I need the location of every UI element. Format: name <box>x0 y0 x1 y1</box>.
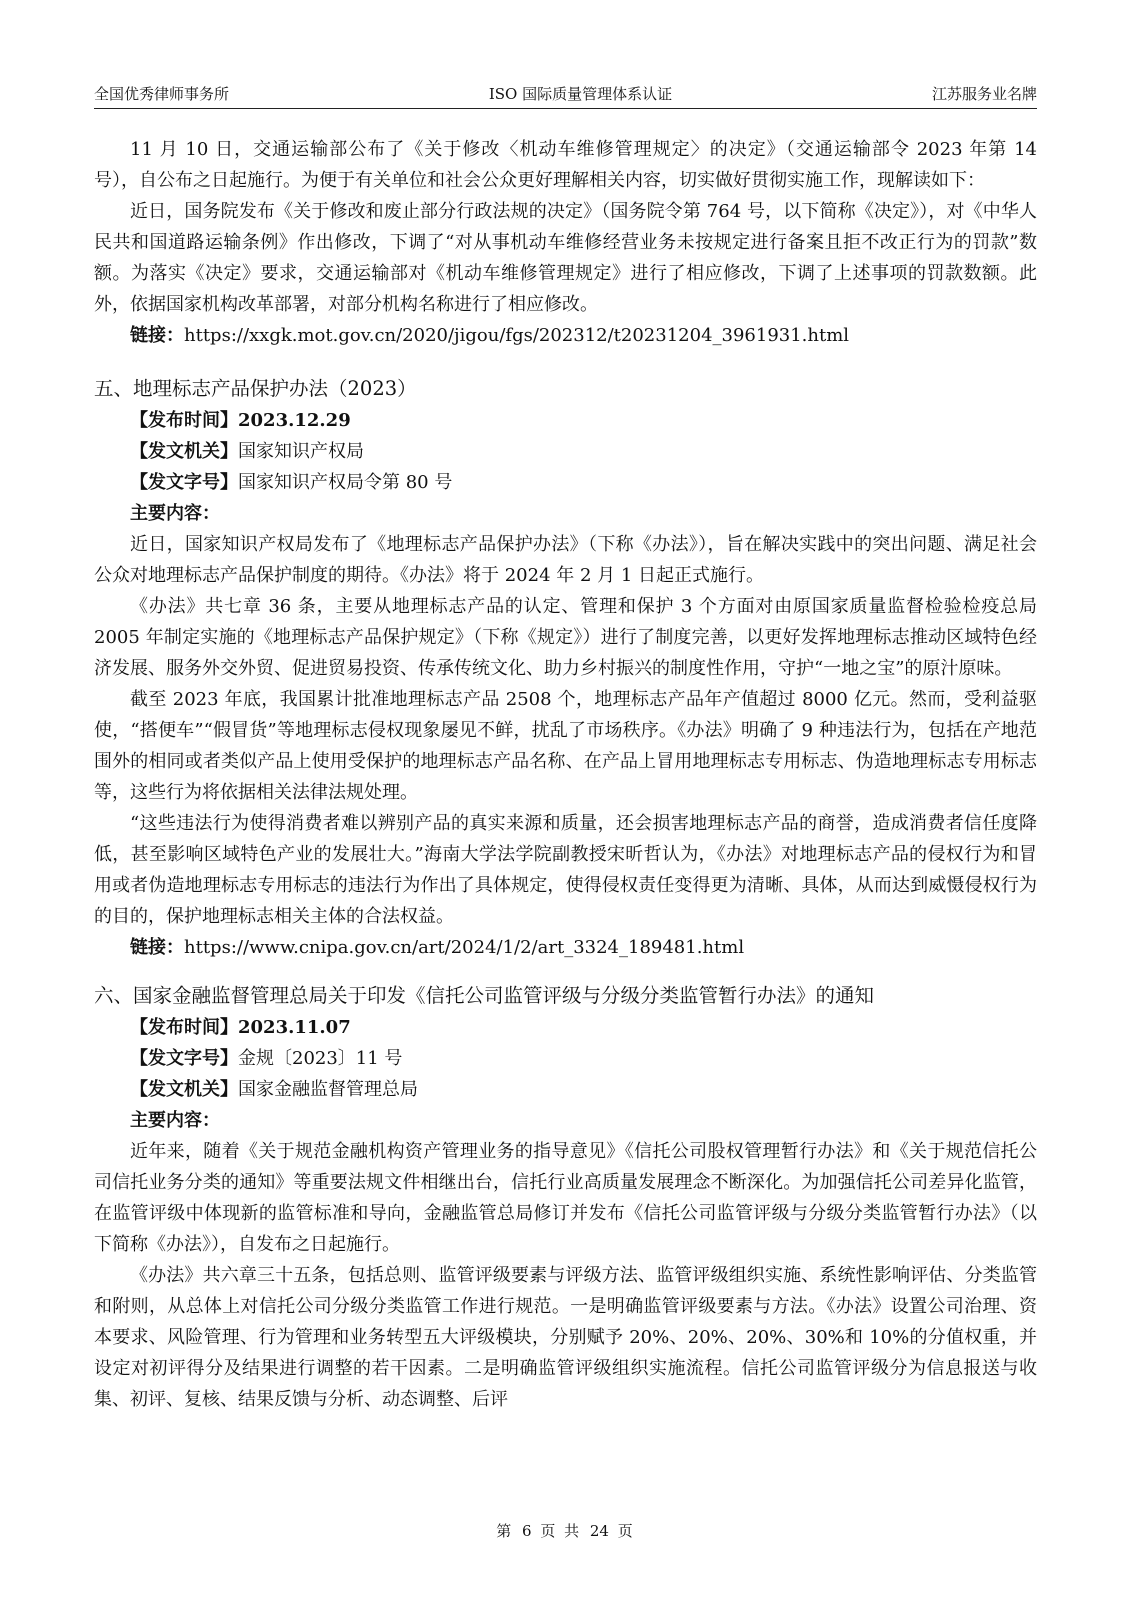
header-center: ISO 国际质量管理体系认证 <box>488 85 673 103</box>
main-content-label: 主要内容： <box>130 503 220 524</box>
footer-page-number: 6 <box>522 1522 532 1540</box>
main-content-label: 主要内容： <box>130 1110 220 1131</box>
section5-link-line <box>94 932 1037 963</box>
meta-key: 【发布时间】 <box>130 1017 238 1038</box>
intro-paragraph-2: 近日，国务院发布《关于修改和废止部分行政法规的决定》（国务院令第 764 号，以下简称《决定》），对《中华人民共和国道路运输条例》作出修改，下调了“对从事机动车维修经营业务未按规定进行备案且拒不改正行为的罚款”数额。为落实《决定》要求，交通运输部对《机动车维修管理规定》进行了相应修改，下调了上述事项的罚款数额。此外，依据国家机构改革部署，对部分机构名称进行了相应修改。 <box>94 201 1037 315</box>
meta-key: 【发文字号】 <box>130 472 238 493</box>
header-right: 江苏服务业名牌 <box>931 85 1037 103</box>
link-url[interactable]: https://xxgk.mot.gov.cn/2020/jigou/fgs/202312/t20231204_3961931.html <box>184 325 850 346</box>
intro-paragraph-1: 11 月 10 日，交通运输部公布了《关于修改〈机动车维修管理规定〉的决定》（交通运输部令 2023 年第 14 号），自公布之日起施行。为便于有关单位和社会公众更好理解相关内容，切实做好贯彻实施工作，现解读如下： <box>94 139 1037 191</box>
section5-paragraph-4: “这些违法行为使得消费者难以辨别产品的真实来源和质量，还会损害地理标志产品的商誉，造成消费者信任度降低，甚至影响区域特色产业的发展壮大。”海南大学法学院副教授宋昕哲认为，《办法》对地理标志产品的侵权行为和冒用或者伪造地理标志专用标志的违法行为作出了具体规定，使得侵权责任变得更为清晰、具体，从而达到威慑侵权行为的目的，保护地理标志相关主体的合法权益。 <box>94 813 1037 927</box>
section-title: 五、地理标志产品保护办法（2023） <box>94 377 417 400</box>
meta-key: 【发文机关】 <box>130 441 238 462</box>
footer-total-pages: 24 <box>589 1522 609 1540</box>
meta-value: 国家金融监督管理总局 <box>238 1079 418 1100</box>
meta-org <box>94 436 1037 467</box>
meta-value: 国家知识产权局令第 80 号 <box>238 472 453 493</box>
meta-key: 【发文机关】 <box>130 1079 238 1100</box>
meta-value: 金规〔2023〕11 号 <box>238 1048 403 1069</box>
page-content <box>94 134 1037 1415</box>
page-header <box>94 80 1037 109</box>
footer-suffix: 页 <box>617 1522 635 1540</box>
meta-key: 【发布时间】 <box>130 410 238 431</box>
footer-mid: 页 共 <box>540 1522 582 1540</box>
header-left: 全国优秀律师事务所 <box>94 85 230 103</box>
page-footer <box>0 1520 1131 1541</box>
link-label: 链接： <box>130 937 184 958</box>
section5-paragraph-1: 近日，国家知识产权局发布了《地理标志产品保护办法》（下称《办法》），旨在解决实践中的突出问题、满足社会公众对地理标志产品保护制度的期待。《办法》将于 2024 年 2 月 1 日起正式施行。 <box>94 534 1037 586</box>
meta-number <box>94 1043 1037 1074</box>
meta-key: 【发文字号】 <box>130 1048 238 1069</box>
section5-paragraph-3: 截至 2023 年底，我国累计批准地理标志产品 2508 个，地理标志产品年产值超过 8000 亿元。然而，受利益驱使，“搭便车”“假冒货”等地理标志侵权现象屡见不鲜，扰乱了市场秩序。《办法》明确了 9 种违法行为，包括在产地范围外的相同或者类似产品上使用受保护的地理标志产品名称、在产品上冒用地理标志专用标志、伪造地理标志专用标志等，这些行为将依据相关法律法规处理。 <box>94 689 1037 803</box>
meta-value: 2023.12.29 <box>238 410 351 431</box>
meta-value: 2023.11.07 <box>238 1017 351 1038</box>
section-title: 六、国家金融监督管理总局关于印发《信托公司监管评级与分级分类监管暂行办法》的通知 <box>94 984 875 1007</box>
section6-paragraph-1: 近年来，随着《关于规范金融机构资产管理业务的指导意见》《信托公司股权管理暂行办法》和《关于规范信托公司信托业务分类的通知》等重要法规文件相继出台，信托行业高质量发展理念不断深化。为加强信托公司差异化监管，在监管评级中体现新的监管标准和导向，金融监管总局修订并发布《信托公司监管评级与分级分类监管暂行办法》（以下简称《办法》），自发布之日起施行。 <box>94 1141 1037 1255</box>
link-label: 链接： <box>130 325 184 346</box>
meta-date <box>94 1012 1037 1043</box>
footer-prefix: 第 <box>496 1522 514 1540</box>
link-url[interactable]: https://www.cnipa.gov.cn/art/2024/1/2/art_3324_189481.html <box>184 937 745 958</box>
meta-date <box>94 405 1037 436</box>
meta-value: 国家知识产权局 <box>238 441 364 462</box>
meta-org <box>94 1074 1037 1105</box>
intro-link-line <box>94 320 1037 351</box>
section6-paragraph-2: 《办法》共六章三十五条，包括总则、监管评级要素与评级方法、监管评级组织实施、系统性影响评估、分类监管和附则，从总体上对信托公司分级分类监管工作进行规范。一是明确监管评级要素与方法。《办法》设置公司治理、资本要求、风险管理、行为管理和业务转型五大评级模块，分别赋予 20%、20%、20%、30%和 10%的分值权重，并设定对初评得分及结果进行调整的若干因素。二是明确监管评级组织实施流程。信托公司监管评级分为信息报送与收集、初评、复核、结果反馈与分析、动态调整、后评 <box>94 1265 1037 1410</box>
meta-number <box>94 467 1037 498</box>
section5-paragraph-2: 《办法》共七章 36 条，主要从地理标志产品的认定、管理和保护 3 个方面对由原国家质量监督检验检疫总局 2005 年制定实施的《地理标志产品保护规定》（下称《规定》）进行了制度完善，以更好发挥地理标志推动区域特色经济发展、服务外交外贸、促进贸易投资、传承传统文化、助力乡村振兴的制度性作用，守护“一地之宝”的原汁原味。 <box>94 596 1037 679</box>
